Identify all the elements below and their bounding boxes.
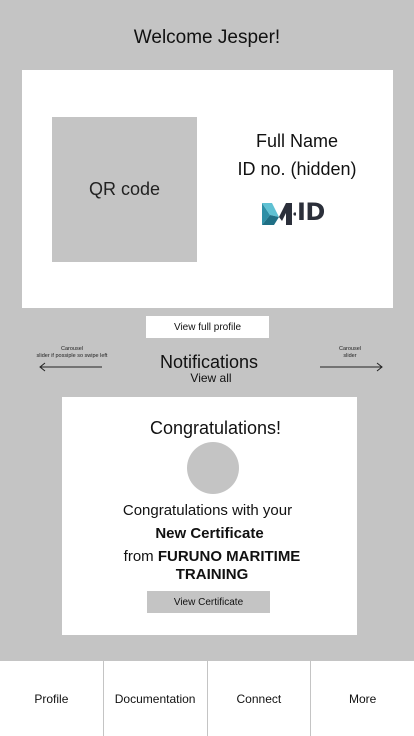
notification-message: Congratulations with your <box>122 502 293 519</box>
certificate-issuer: FURUNO MARITIME TRAINING <box>157 548 301 583</box>
notification-image-placeholder <box>187 442 239 494</box>
qr-code-label: QR code <box>88 179 161 199</box>
id-card <box>22 70 393 308</box>
notification-title: Congratulations! <box>149 418 282 438</box>
from-prefix: from <box>123 548 154 565</box>
certificate-name: New Certificate <box>155 525 264 542</box>
arrow-right-icon[interactable] <box>318 362 384 372</box>
tab-profile[interactable]: Profile <box>0 661 104 736</box>
full-name: Full Name <box>255 131 339 151</box>
notifications-title: Notifications <box>159 352 259 372</box>
notification-card[interactable] <box>62 397 357 635</box>
view-full-profile-button[interactable]: View full profile <box>146 316 269 338</box>
id-number: ID no. (hidden) <box>237 159 357 179</box>
view-all-link[interactable]: View all <box>190 371 232 385</box>
carousel-note-right-line1: Carousel <box>338 346 361 352</box>
tab-documentation[interactable]: Documentation <box>104 661 208 736</box>
qr-code-placeholder <box>52 117 197 262</box>
bottom-tab-bar <box>0 661 414 736</box>
carousel-note-left-line1: Carousel <box>60 346 83 352</box>
mid-logo-mark-icon <box>262 199 296 225</box>
mid-logo-text: ID <box>297 198 325 226</box>
view-certificate-button[interactable]: View Certificate <box>147 591 270 613</box>
tab-more[interactable]: More <box>348 691 377 706</box>
tab-connect[interactable]: Connect <box>208 661 312 736</box>
carousel-note-left-line2: slider if possiple so swipe left <box>36 353 108 359</box>
mid-logo <box>262 197 332 227</box>
certificate-issuer-line <box>112 548 312 584</box>
carousel-note-right-line2: slider <box>343 353 357 359</box>
welcome-heading: Welcome Jesper! <box>133 27 281 48</box>
carousel-note-right <box>333 346 367 360</box>
